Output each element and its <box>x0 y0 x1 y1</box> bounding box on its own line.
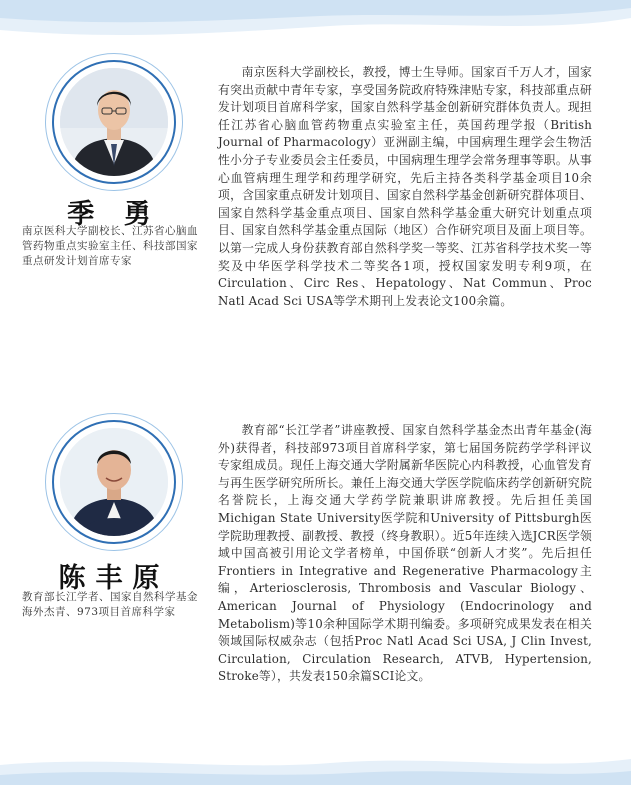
portrait-frame <box>52 60 176 184</box>
person-name: 陈丰原 <box>58 563 170 594</box>
person-title: 南京医科大学副校长、江苏省心脑血管药物重点实验室主任、科技部国家重点研发计划首席专家 <box>22 225 198 267</box>
person-name: 季 勇 <box>67 199 161 230</box>
person-bio: 南京医科大学副校长，教授，博士生导师。国家百千万人才，国家有突出贡献中青年专家，享受国务院政府特殊津贴专家，科技部重点研发计划项目首席科学家，国家自然科学基金创新研究群体负责人。现担任江苏省心脑血管药物重点实验室主任，英国药理学报（British Journal of Pharmacology）亚洲副主编，中国病理生理学会生物活性小分子专业委员会主任委员，中国病理生理学会常务理事等职。从事心血管病理生理学和药理学研究，先后主持各类科学基金项目10余项，含国家重点研发计划项目、国家自然科学基金创新研究群体项目、国家自然科学基金重点项目、国家自然科学基金重大研究计划重点项目、国家自然科学基金重点国际（地区）合作研究项目及面上项目等。以第一完成人身份获教育部自然科学奖一等奖、江苏省科学技术奖一等奖及中华医学科学技术二等奖各1项，授权国家发明专利9项，在 Circulation、Circ Res、Hepatology、Nat Commun、Proc Natl Acad Sci USA等学术期刊上发表论文100余篇。 <box>218 65 592 308</box>
portrait-frame <box>52 420 176 544</box>
portrait-man-icon <box>60 68 168 176</box>
portrait-photo <box>60 68 168 176</box>
bottom-wave-decoration <box>0 745 631 785</box>
top-wave-decoration <box>0 0 631 48</box>
profile-ji-yong <box>0 52 631 382</box>
person-title: 教育部长江学者、国家自然科学基金海外杰青、973项目首席科学家 <box>22 591 198 618</box>
profile-chen-fengyuan <box>0 410 631 750</box>
portrait-photo <box>60 428 168 536</box>
person-bio: 教育部“长江学者”讲座教授、国家自然科学基金杰出青年基金(海外)获得者，科技部973项目首席科学家，第七届国务院药学学科评议专家组成员。现任上海交通大学附属新华医院心内科教授，心血管发育与再生医学研究所所长。兼任上海交通大学医学院临床药学创新研究院名誉院长，上海交通大学药学院兼职讲席教授。先后担任美国Michigan State University医学院和University of Pittsburgh医学院助理教授、副教授、教授（终身教职）。近5年连续入选JCR医学领域中国高被引用论文学者榜单，中国侨联“创新人才奖”。先后担任Frontiers in Integrative and Regenerative Pharmacology主编，Arteriosclerosis, Thrombosis and Vascular Biology、American Journal of Physiology (Endocrinology and Metabolism)等10余种国际学术期刊编委。多项研究成果发表在相关领域国际权威杂志（包括Proc Natl Acad Sci USA, J Clin Invest, Circulation, Circulation Research, ATVB, Hypertension, Stroke等），共发表150余篇SCI论文。 <box>218 423 592 684</box>
portrait-man-icon <box>60 428 168 536</box>
